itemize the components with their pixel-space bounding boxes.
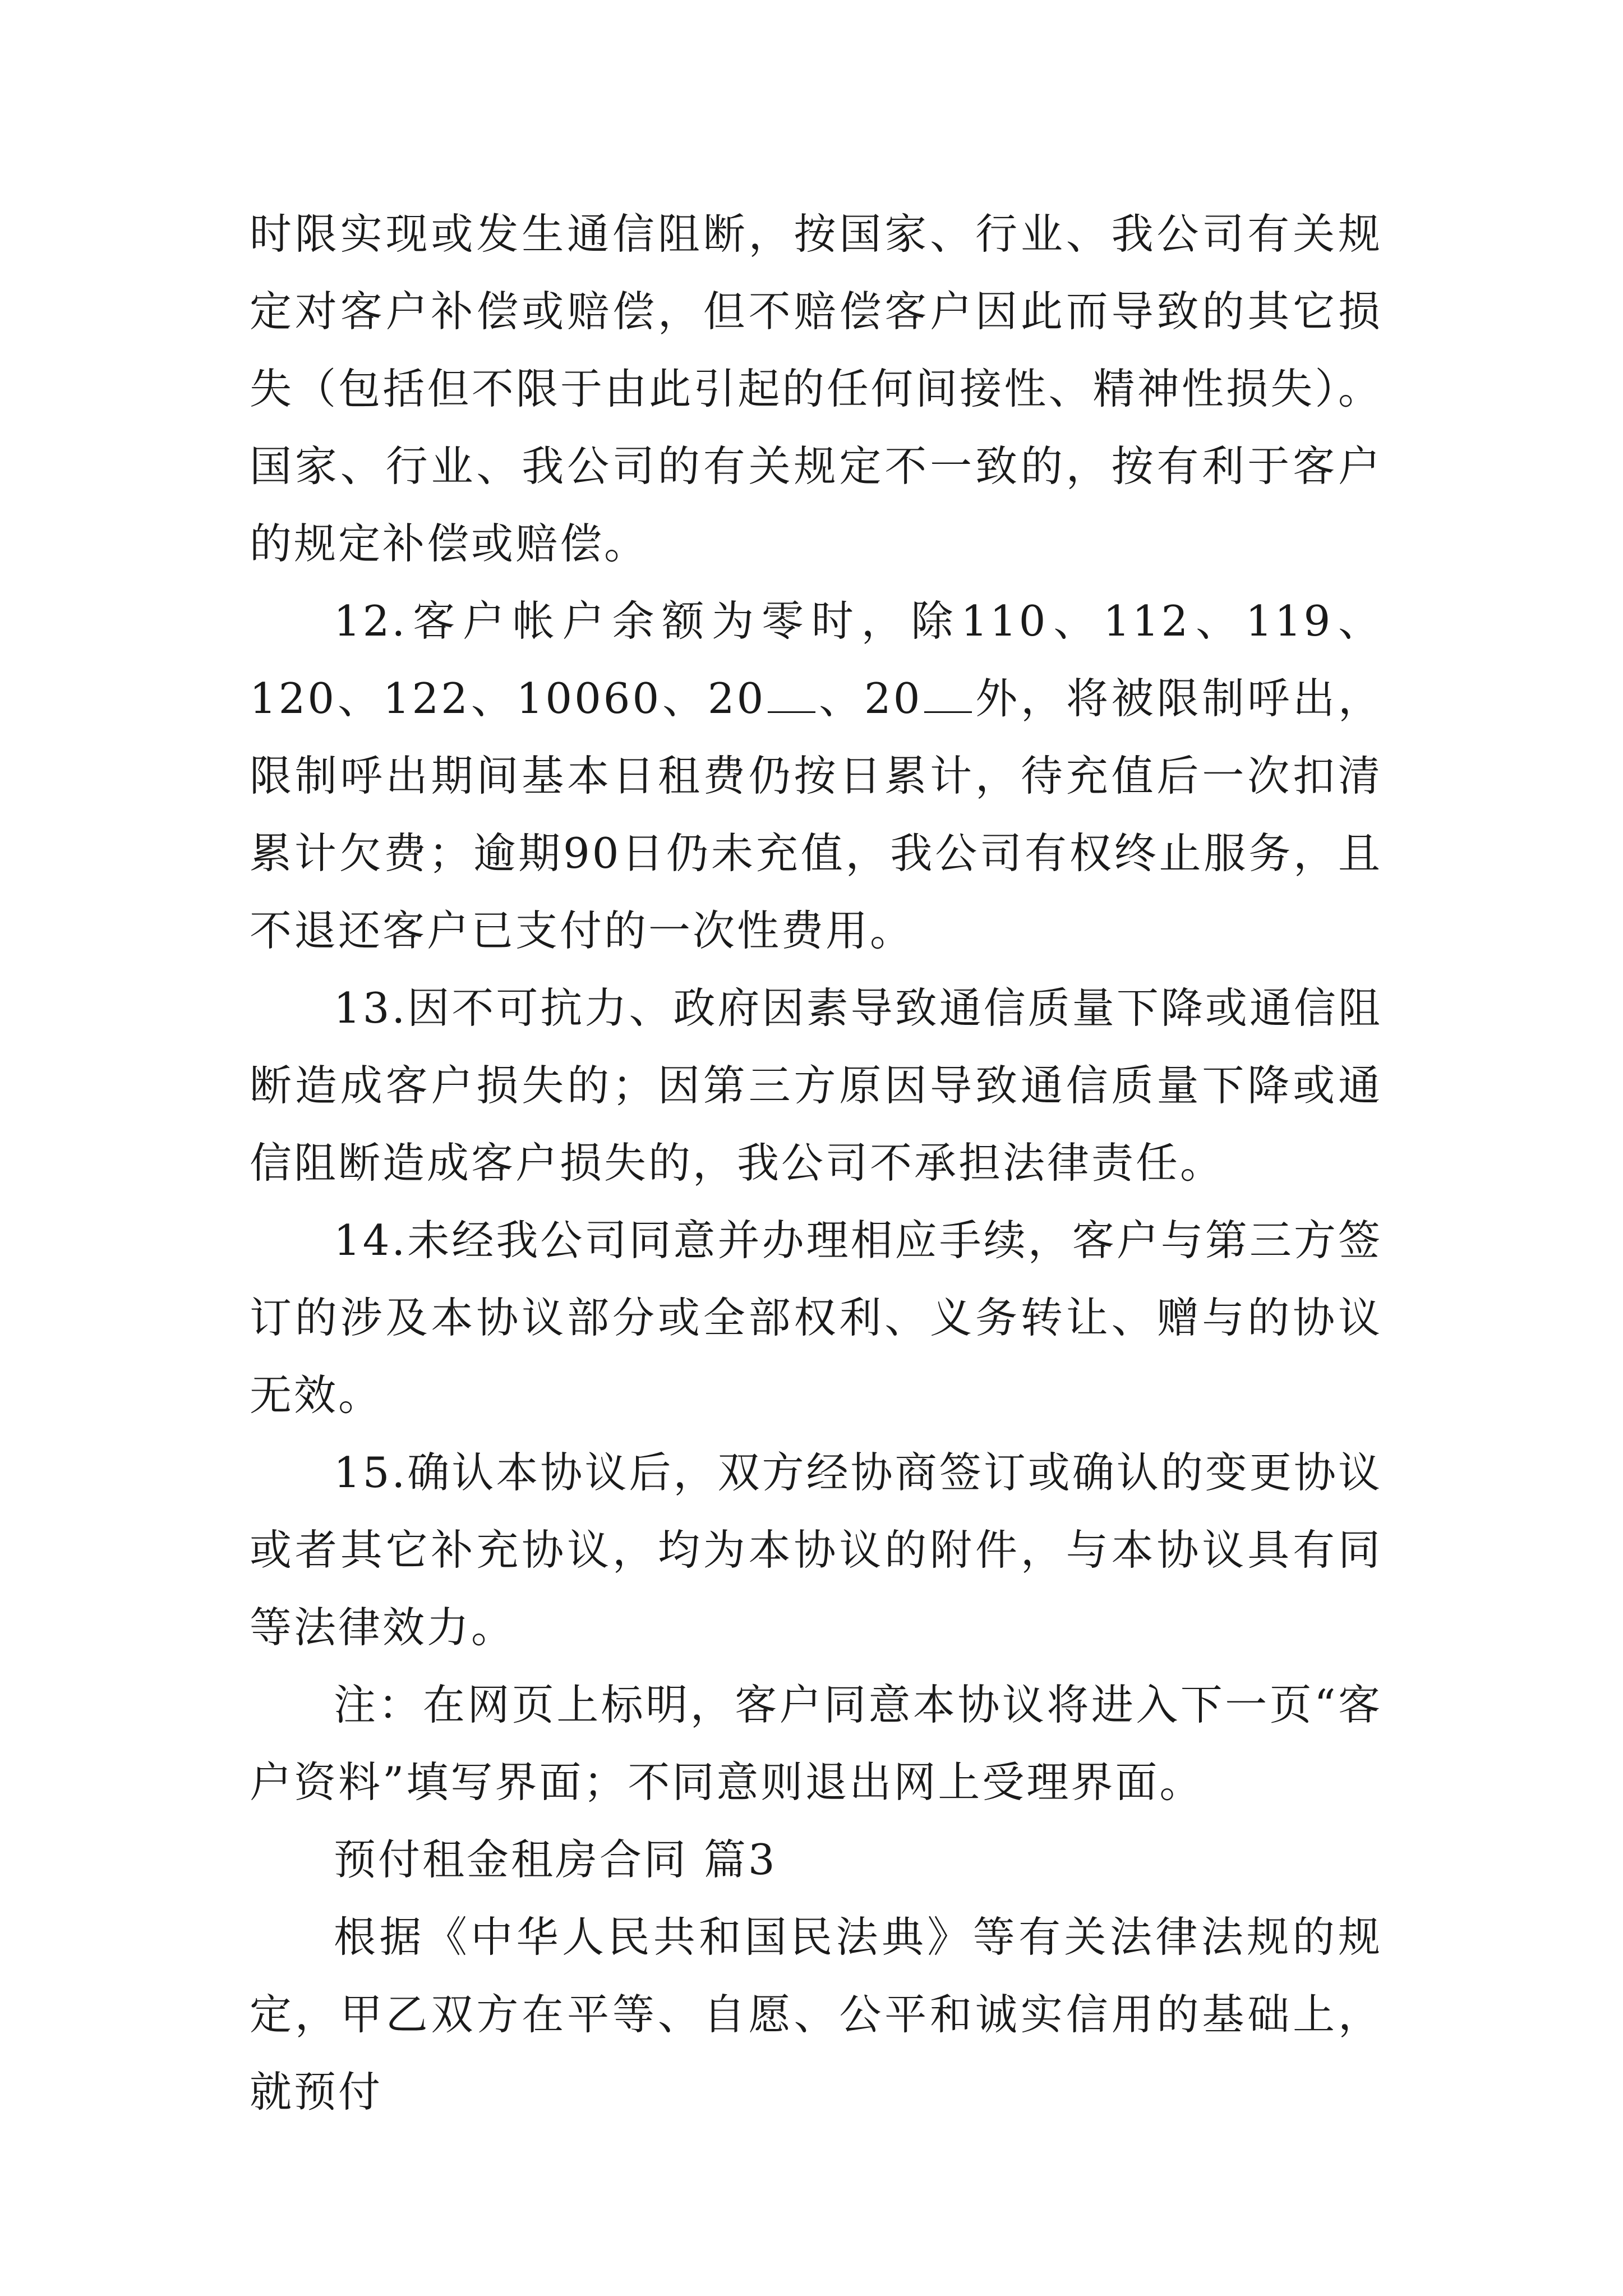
clause-12-blank-separator: 、20: [818, 674, 923, 723]
paragraph-note: 注：在网页上标明，客户同意本协议将进入下一页“客户资料”填写界面；不同意则退出网上受理界面。: [250, 1680, 1382, 1807]
paragraph-clause-12: [250, 582, 1382, 969]
section-heading: 预付租金租房合同 篇3: [334, 1835, 777, 1884]
paragraph-clause-14: 14.未经我公司同意并办理相应手续，客户与第三方签订的涉及本协议部分或全部权利、义务转让、赠与的协议无效。: [250, 1216, 1382, 1420]
clause-12-text-before: 12.客户帐户余额为零时，除110、112、119、120、122、10060、20: [250, 596, 1382, 723]
blank-underline: [768, 669, 815, 713]
document-body: [250, 195, 1382, 2131]
paragraph-intro: 根据《中华人民共和国民法典》等有关法律法规的规定，甲乙双方在平等、自愿、公平和诚实信用的基础上，就预付: [250, 1912, 1382, 2116]
paragraph-clause-13: 13.因不可抗力、政府因素导致通信质量下降或通信阻断造成客户损失的；因第三方原因导致通信质量下降或通信阻断造成客户损失的，我公司不承担法律责任。: [250, 983, 1382, 1188]
clause-12-text-after: 外，将被限制呼出，限制呼出期间基本日租费仍按日累计，待充值后一次扣清累计欠费；逾期90日仍未充值，我公司有权终止服务，且不退还客户已支付的一次性费用。: [250, 674, 1382, 955]
paragraph-clause-15: 15.确认本协议后，双方经协商签订或确认的变更协议或者其它补充协议，均为本协议的附件，与本协议具有同等法律效力。: [250, 1448, 1382, 1652]
blank-underline: [924, 669, 972, 713]
paragraph-continuation: 时限实现或发生通信阻断，按国家、行业、我公司有关规定对客户补偿或赔偿，但不赔偿客户因此而导致的其它损失（包括但不限于由此引起的任何间接性、精神性损失）。国家、行业、我公司的有关规定不一致的，按有利于客户的规定补偿或赔偿。: [250, 209, 1382, 568]
